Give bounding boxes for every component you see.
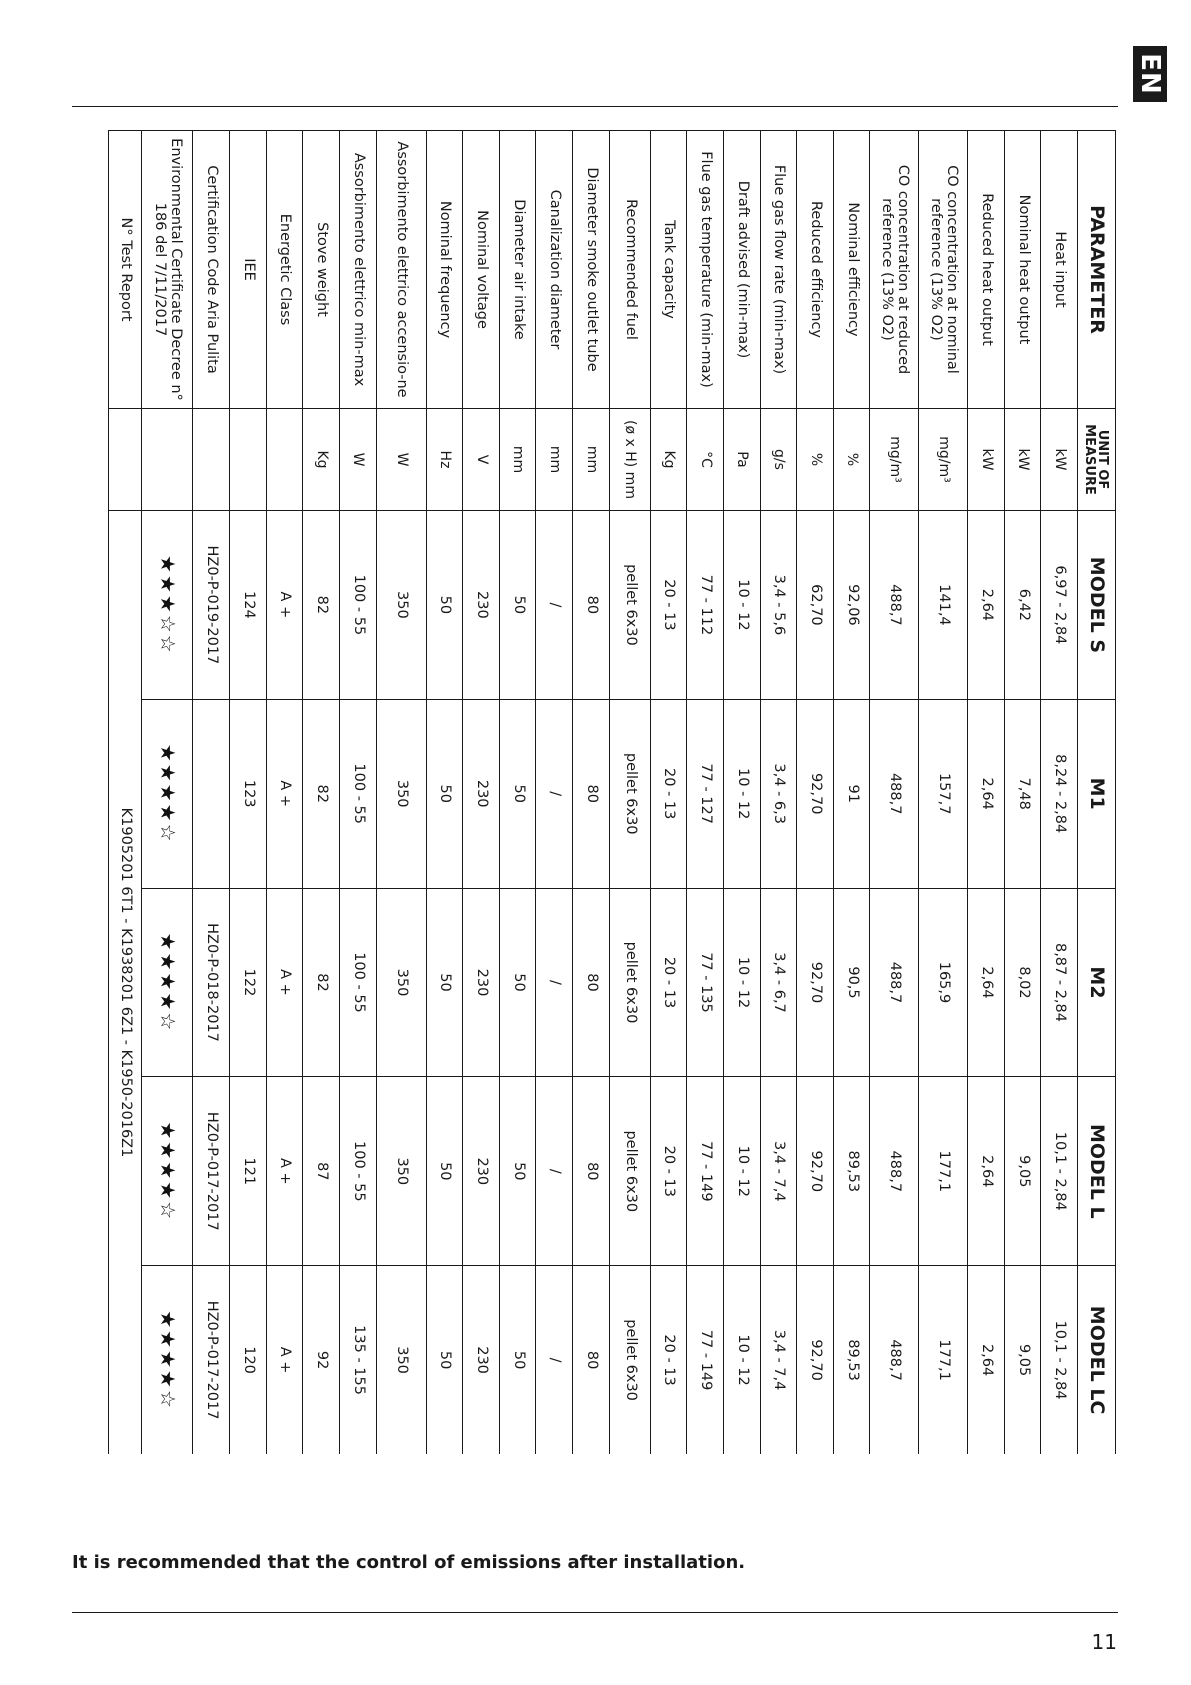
value-cell: 50	[499, 699, 536, 888]
value-cell: 6,97 - 2,84	[1041, 511, 1078, 700]
star-filled-icon: ★	[155, 594, 180, 615]
value-cell: 230	[463, 699, 500, 888]
value-cell: 82	[303, 888, 340, 1077]
header-model-lc: MODEL LC	[1078, 1266, 1116, 1454]
table-row	[426, 131, 463, 1455]
unit-cell: Hz	[426, 409, 463, 511]
value-cell: 10,1 - 2,84	[1041, 1266, 1078, 1454]
value-cell: 165,9	[919, 888, 968, 1077]
value-cell	[193, 699, 230, 888]
test-report-value: K1905201 6T1 - K1938201 6Z1 - K1950-2016Z1	[109, 511, 142, 1455]
value-cell: 230	[463, 511, 500, 700]
value-cell: pellet 6x30	[609, 511, 650, 700]
value-cell: 77 - 149	[687, 1266, 724, 1454]
star-outline-icon: ☆	[155, 614, 180, 635]
value-cell: pellet 6x30	[609, 888, 650, 1077]
parameter-cell: Tank capacity	[650, 131, 687, 409]
unit-cell: mm	[536, 409, 573, 511]
value-cell: 120	[230, 1266, 267, 1454]
value-cell: 141,4	[919, 511, 968, 700]
value-cell: 3,4 - 7,4	[760, 1266, 797, 1454]
value-cell: 123	[230, 699, 267, 888]
unit-cell: W	[339, 409, 376, 511]
table-row	[760, 131, 797, 1455]
parameter-cell: Diameter smoke outlet tube	[573, 131, 610, 409]
star-filled-icon: ★	[155, 1310, 180, 1331]
star-filled-icon: ★	[155, 952, 180, 973]
header-model-m2: M2	[1078, 888, 1116, 1077]
parameter-cell: Nominal efficiency	[833, 131, 870, 409]
unit-cell: %	[833, 409, 870, 511]
star-filled-icon: ★	[155, 1330, 180, 1351]
unit-cell	[266, 409, 303, 511]
header-unit: UNIT OF MEASURE	[1078, 409, 1116, 511]
header-model-l: MODEL L	[1078, 1077, 1116, 1266]
parameter-cell: Stove weight	[303, 131, 340, 409]
unit-cell: kW	[1004, 409, 1041, 511]
bottom-rule	[72, 1612, 1118, 1613]
table-row	[797, 131, 834, 1455]
parameter-cell: Flue gas temperature (min-max)	[687, 131, 724, 409]
value-cell: 80	[573, 1266, 610, 1454]
value-cell: /	[536, 511, 573, 700]
value-cell: 488,7	[870, 511, 919, 700]
value-cell: 2,64	[968, 1077, 1005, 1266]
value-cell: 77 - 135	[687, 888, 724, 1077]
star-filled-icon: ★	[155, 803, 180, 824]
value-cell: 2,64	[968, 888, 1005, 1077]
value-cell: 50	[426, 1077, 463, 1266]
value-cell: 92,70	[797, 1266, 834, 1454]
unit-cell	[109, 409, 142, 511]
value-cell: 50	[426, 1266, 463, 1454]
table-row	[536, 131, 573, 1455]
parameter-cell: Certification Code Aria Pulita	[193, 131, 230, 409]
value-cell: 92,70	[797, 888, 834, 1077]
star-rating	[156, 1121, 180, 1221]
star-outline-icon: ☆	[155, 1012, 180, 1033]
value-cell: 350	[376, 699, 426, 888]
value-cell: 100 - 55	[339, 1077, 376, 1266]
value-cell: /	[536, 1077, 573, 1266]
parameter-cell: CO concentration at nominal reference (13% O2)	[919, 131, 968, 409]
value-cell: 80	[573, 1077, 610, 1266]
value-cell: 20 - 13	[650, 511, 687, 700]
unit-cell: mm	[573, 409, 610, 511]
parameter-cell: Energetic Class	[266, 131, 303, 409]
value-cell: 62,70	[797, 511, 834, 700]
unit-cell: g/s	[760, 409, 797, 511]
value-cell: 82	[303, 511, 340, 700]
value-cell: 50	[499, 888, 536, 1077]
unit-cell: Kg	[303, 409, 340, 511]
table-row	[870, 131, 919, 1455]
table-row	[266, 131, 303, 1455]
table-row	[376, 131, 426, 1455]
value-cell: 3,4 - 6,7	[760, 888, 797, 1077]
value-cell: 135 - 155	[339, 1266, 376, 1454]
value-cell: 80	[573, 888, 610, 1077]
value-cell: 89,53	[833, 1077, 870, 1266]
star-outline-icon: ☆	[155, 823, 180, 844]
table-row	[919, 131, 968, 1455]
value-cell: 8,87 - 2,84	[1041, 888, 1078, 1077]
value-cell: 10 - 12	[723, 1077, 760, 1266]
value-cell: 10 - 12	[723, 1266, 760, 1454]
table-row	[573, 131, 610, 1455]
value-cell: pellet 6x30	[609, 1077, 650, 1266]
value-cell: 80	[573, 699, 610, 888]
value-cell: 7,48	[1004, 699, 1041, 888]
value-cell: 488,7	[870, 888, 919, 1077]
value-cell: /	[536, 699, 573, 888]
spec-table-area	[108, 130, 1116, 1454]
header-model-m1: M1	[1078, 699, 1116, 888]
value-cell: 350	[376, 511, 426, 700]
technical-specs-table	[108, 130, 1116, 1454]
parameter-cell: Nominal frequency	[426, 131, 463, 409]
value-cell: 50	[426, 888, 463, 1077]
language-badge-label: EN	[1135, 53, 1165, 95]
value-cell: 20 - 13	[650, 1077, 687, 1266]
star-outline-icon: ☆	[155, 1389, 180, 1410]
value-cell: 100 - 55	[339, 511, 376, 700]
value-cell: A +	[266, 1077, 303, 1266]
value-cell: pellet 6x30	[609, 1266, 650, 1454]
star-rating	[156, 1310, 180, 1410]
parameter-cell: Nominal heat output	[1004, 131, 1041, 409]
table-row	[723, 131, 760, 1455]
value-cell: 488,7	[870, 1266, 919, 1454]
test-report-row	[109, 131, 142, 1455]
value-cell: 6,42	[1004, 511, 1041, 700]
star-filled-icon: ★	[155, 1370, 180, 1390]
value-cell: 91	[833, 699, 870, 888]
page-number: 11	[1091, 1630, 1117, 1654]
star-filled-icon: ★	[155, 972, 180, 993]
value-cell: 2,64	[968, 1266, 1005, 1454]
value-cell: 87	[303, 1077, 340, 1266]
value-cell: 3,4 - 5,6	[760, 511, 797, 700]
star-filled-icon: ★	[155, 1350, 180, 1371]
value-cell: 8,02	[1004, 888, 1041, 1077]
star-filled-icon: ★	[155, 1161, 180, 1182]
table-row	[687, 131, 724, 1455]
value-cell: 157,7	[919, 699, 968, 888]
parameter-cell: Flue gas flow rate (min-max)	[760, 131, 797, 409]
parameter-cell: Assorbimento elettrico accensio-ne	[376, 131, 426, 409]
value-cell: HZ0-P-017-2017	[193, 1266, 230, 1454]
parameter-cell: Reduced heat output	[968, 131, 1005, 409]
header-parameter: PARAMETER	[1078, 131, 1116, 409]
value-cell: pellet 6x30	[609, 699, 650, 888]
value-cell: 9,05	[1004, 1077, 1041, 1266]
star-rating	[156, 744, 180, 844]
value-cell: 350	[376, 1266, 426, 1454]
star-outline-icon: ☆	[155, 1201, 180, 1222]
star-rating-cell	[142, 699, 193, 888]
unit-cell: %	[797, 409, 834, 511]
unit-cell	[230, 409, 267, 511]
value-cell: 350	[376, 888, 426, 1077]
value-cell: A +	[266, 1266, 303, 1454]
value-cell: 10 - 12	[723, 888, 760, 1077]
star-filled-icon: ★	[155, 783, 180, 804]
value-cell: 77 - 127	[687, 699, 724, 888]
star-rating	[156, 555, 180, 655]
value-cell: /	[536, 888, 573, 1077]
value-cell: 177,1	[919, 1266, 968, 1454]
value-cell: HZ0-P-018-2017	[193, 888, 230, 1077]
parameter-cell: Draft advised (min-max)	[723, 131, 760, 409]
value-cell: 488,7	[870, 699, 919, 888]
star-filled-icon: ★	[155, 574, 180, 595]
value-cell: 10,1 - 2,84	[1041, 1077, 1078, 1266]
parameter-cell: Assorbimento elettrico min-max	[339, 131, 376, 409]
value-cell: 82	[303, 699, 340, 888]
value-cell: 20 - 13	[650, 1266, 687, 1454]
value-cell: 2,64	[968, 699, 1005, 888]
unit-cell: kW	[1041, 409, 1078, 511]
header-model-s: MODEL S	[1078, 511, 1116, 700]
value-cell: 100 - 55	[339, 888, 376, 1077]
star-rating	[156, 933, 180, 1033]
value-cell: 50	[499, 1077, 536, 1266]
parameter-cell: Diameter air intake	[499, 131, 536, 409]
unit-cell	[193, 409, 230, 511]
star-filled-icon: ★	[155, 992, 180, 1013]
value-cell: 488,7	[870, 1077, 919, 1266]
rotated-table-wrapper	[108, 130, 1116, 1454]
table-row	[968, 131, 1005, 1455]
star-rating-cell	[142, 888, 193, 1077]
value-cell: 92,70	[797, 699, 834, 888]
table-row	[609, 131, 650, 1455]
value-cell: 9,05	[1004, 1266, 1041, 1454]
value-cell: 177,1	[919, 1077, 968, 1266]
unit-cell: W	[376, 409, 426, 511]
unit-cell: Pa	[723, 409, 760, 511]
star-filled-icon: ★	[155, 932, 180, 953]
value-cell: 3,4 - 6,3	[760, 699, 797, 888]
star-rating-cell	[142, 511, 193, 700]
value-cell: 92,06	[833, 511, 870, 700]
value-cell: 92	[303, 1266, 340, 1454]
value-cell: 3,4 - 7,4	[760, 1077, 797, 1266]
value-cell: HZ0-P-017-2017	[193, 1077, 230, 1266]
value-cell: 89,53	[833, 1266, 870, 1454]
unit-cell: °C	[687, 409, 724, 511]
table-row	[339, 131, 376, 1455]
value-cell: 20 - 13	[650, 699, 687, 888]
value-cell: 50	[426, 511, 463, 700]
value-cell: 350	[376, 1077, 426, 1266]
value-cell: 10 - 12	[723, 511, 760, 700]
unit-cell: kW	[968, 409, 1005, 511]
table-header-row	[1078, 131, 1116, 1455]
star-filled-icon: ★	[155, 555, 180, 575]
value-cell: 50	[499, 511, 536, 700]
parameter-cell: Environmental Certificate Decree n° 186 del 7/11/2017	[142, 131, 193, 409]
top-rule	[72, 106, 1118, 107]
star-filled-icon: ★	[155, 1121, 180, 1142]
value-cell: 90,5	[833, 888, 870, 1077]
value-cell: 230	[463, 888, 500, 1077]
parameter-cell: Canalization diameter	[536, 131, 573, 409]
table-row	[650, 131, 687, 1455]
value-cell: HZ0-P-019-2017	[193, 511, 230, 700]
value-cell: A +	[266, 699, 303, 888]
value-cell: 77 - 149	[687, 1077, 724, 1266]
value-cell: 121	[230, 1077, 267, 1266]
env-certificate-row	[142, 131, 193, 1455]
value-cell: 50	[499, 1266, 536, 1454]
value-cell: 230	[463, 1266, 500, 1454]
value-cell: 2,64	[968, 511, 1005, 700]
parameter-cell: Heat input	[1041, 131, 1078, 409]
unit-cell: mg/m³	[870, 409, 919, 511]
unit-cell: (ø x H) mm	[609, 409, 650, 511]
star-filled-icon: ★	[155, 1141, 180, 1162]
table-row	[303, 131, 340, 1455]
unit-cell: mg/m³	[919, 409, 968, 511]
parameter-cell: Reduced efficiency	[797, 131, 834, 409]
value-cell: 20 - 13	[650, 888, 687, 1077]
table-row	[833, 131, 870, 1455]
unit-cell: Kg	[650, 409, 687, 511]
value-cell: A +	[266, 888, 303, 1077]
parameter-cell: Recommended fuel	[609, 131, 650, 409]
parameter-cell: IEE	[230, 131, 267, 409]
value-cell: /	[536, 1266, 573, 1454]
parameter-cell: CO concentration at reduced reference (13% O2)	[870, 131, 919, 409]
value-cell: 50	[426, 699, 463, 888]
value-cell: 230	[463, 1077, 500, 1266]
value-cell: 8,24 - 2,84	[1041, 699, 1078, 888]
unit-cell: mm	[499, 409, 536, 511]
star-filled-icon: ★	[155, 1181, 180, 1202]
table-row	[193, 131, 230, 1455]
value-cell: 80	[573, 511, 610, 700]
unit-cell	[142, 409, 193, 511]
table-row	[499, 131, 536, 1455]
table-row	[1004, 131, 1041, 1455]
parameter-cell: N° Test Report	[109, 131, 142, 409]
star-rating-cell	[142, 1077, 193, 1266]
value-cell: 124	[230, 511, 267, 700]
value-cell: 77 - 112	[687, 511, 724, 700]
star-filled-icon: ★	[155, 763, 180, 784]
value-cell: 10 - 12	[723, 699, 760, 888]
value-cell: 92,70	[797, 1077, 834, 1266]
value-cell: 122	[230, 888, 267, 1077]
emissions-footnote: It is recommended that the control of emissions after installation.	[72, 1552, 746, 1573]
language-badge	[1133, 46, 1167, 102]
value-cell: A +	[266, 511, 303, 700]
star-outline-icon: ☆	[155, 634, 180, 655]
value-cell: 100 - 55	[339, 699, 376, 888]
table-row	[230, 131, 267, 1455]
table-row	[1041, 131, 1078, 1455]
parameter-cell: Nominal voltage	[463, 131, 500, 409]
table-row	[463, 131, 500, 1455]
star-filled-icon: ★	[155, 743, 180, 764]
unit-cell: V	[463, 409, 500, 511]
star-rating-cell	[142, 1266, 193, 1454]
